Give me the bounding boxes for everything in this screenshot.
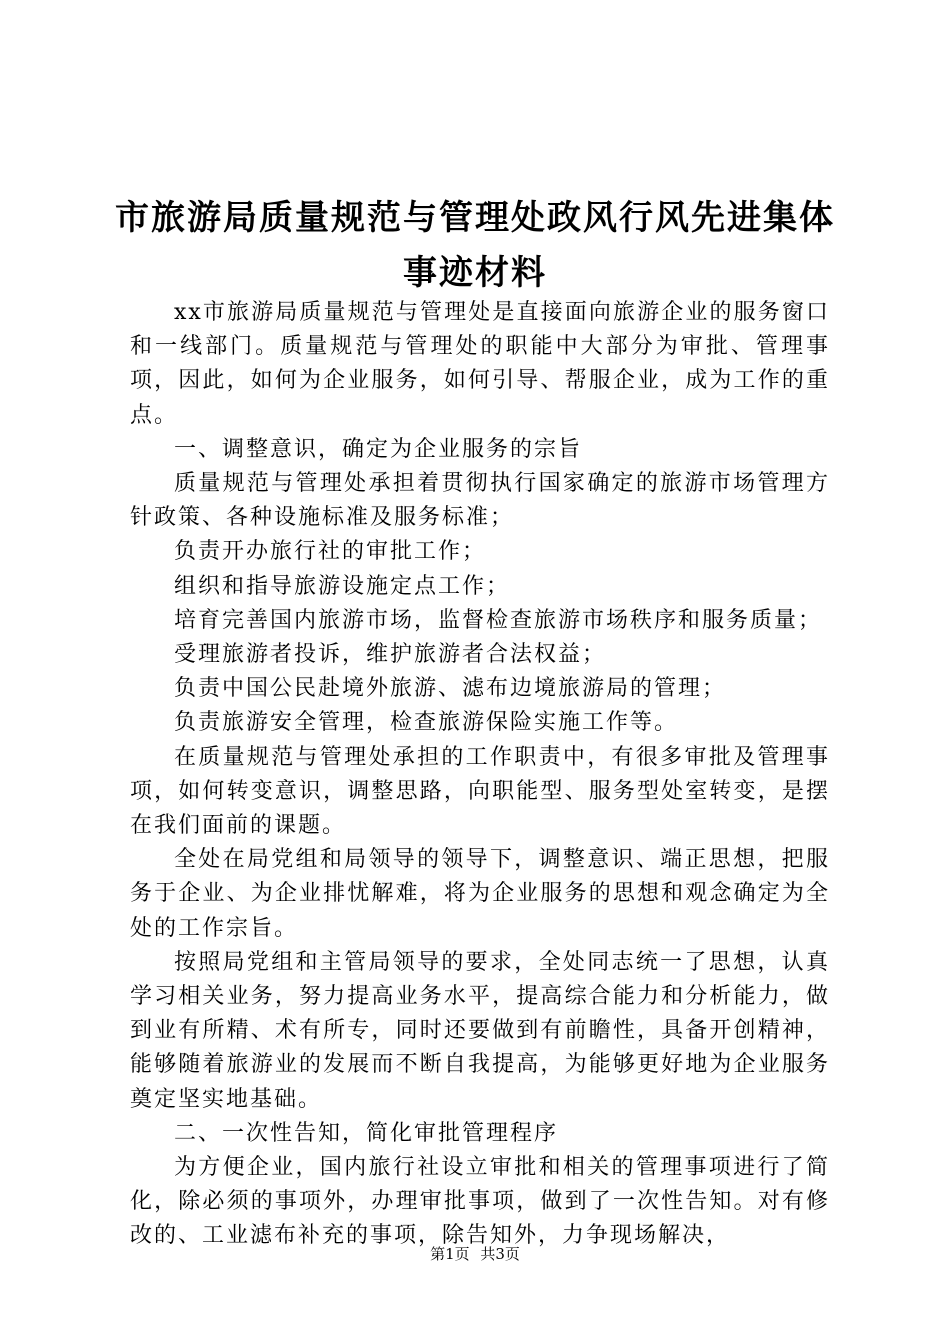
page-footer	[0, 1243, 950, 1264]
paragraph: 负责中国公民赴境外旅游、滤布边境旅游局的管理；	[174, 676, 727, 702]
paragraph: 负责旅游安全管理，检查旅游保险实施工作等。	[174, 710, 679, 736]
paragraph: 全处在局党组和局领导的领导下，调整意识、端正思想，把服务于企业、为企业排忧解难，将为企业服务的思想和观念确定为全处的工作宗旨。	[130, 847, 830, 941]
section-heading: 二、一次性告知，简化审批管理程序	[174, 1120, 559, 1146]
page-total: 共3页	[480, 1245, 520, 1263]
section-heading: 一、调整意识，确定为企业服务的宗旨	[174, 436, 583, 462]
paragraph: 为方便企业，国内旅行社设立审批和相关的管理事项进行了简化，除必须的事项外，办理审批事项，做到了一次性告知。对有修改的、工业滤布补充的事项，除告知外，力争现场解决，	[130, 1155, 830, 1249]
paragraph: 质量规范与管理处承担着贯彻执行国家确定的旅游市场管理方针政策、各种设施标准及服务标准；	[130, 471, 830, 531]
paragraph: xx市旅游局质量规范与管理处是直接面向旅游企业的服务窗口和一线部门。质量规范与管理处的职能中大部分为审批、管理事项，因此，如何为企业服务，如何引导、帮服企业，成为工作的重点。	[130, 300, 830, 428]
paragraph: 培育完善国内旅游市场，监督检查旅游市场秩序和服务质量；	[174, 607, 823, 633]
document-body	[130, 296, 830, 1254]
paragraph: 组织和指导旅游设施定点工作；	[174, 573, 511, 599]
paragraph: 在质量规范与管理处承担的工作职责中，有很多审批及管理事项，如何转变意识，调整思路，向职能型、服务型处室转变，是摆在我们面前的课题。	[130, 744, 830, 839]
page-number: 第1页	[430, 1245, 470, 1263]
paragraph: 负责开办旅行社的审批工作；	[174, 539, 487, 565]
document-title-line-1: 市旅游局质量规范与管理处政风行风先进集体	[115, 198, 835, 238]
document-title-line-2: 事迹材料	[403, 253, 547, 293]
paragraph: 按照局党组和主管局领导的要求，全处同志统一了思想，认真学习相关业务，努力提高业务水平，提高综合能力和分析能力，做到业有所精、术有所专，同时还要做到有前瞻性，具备开创精神，能够随着旅游业的发展而不断自我提高，为能够更好地为企业服务奠定坚实地基础。	[130, 949, 830, 1112]
paragraph: 受理旅游者投诉，维护旅游者合法权益；	[174, 642, 607, 668]
